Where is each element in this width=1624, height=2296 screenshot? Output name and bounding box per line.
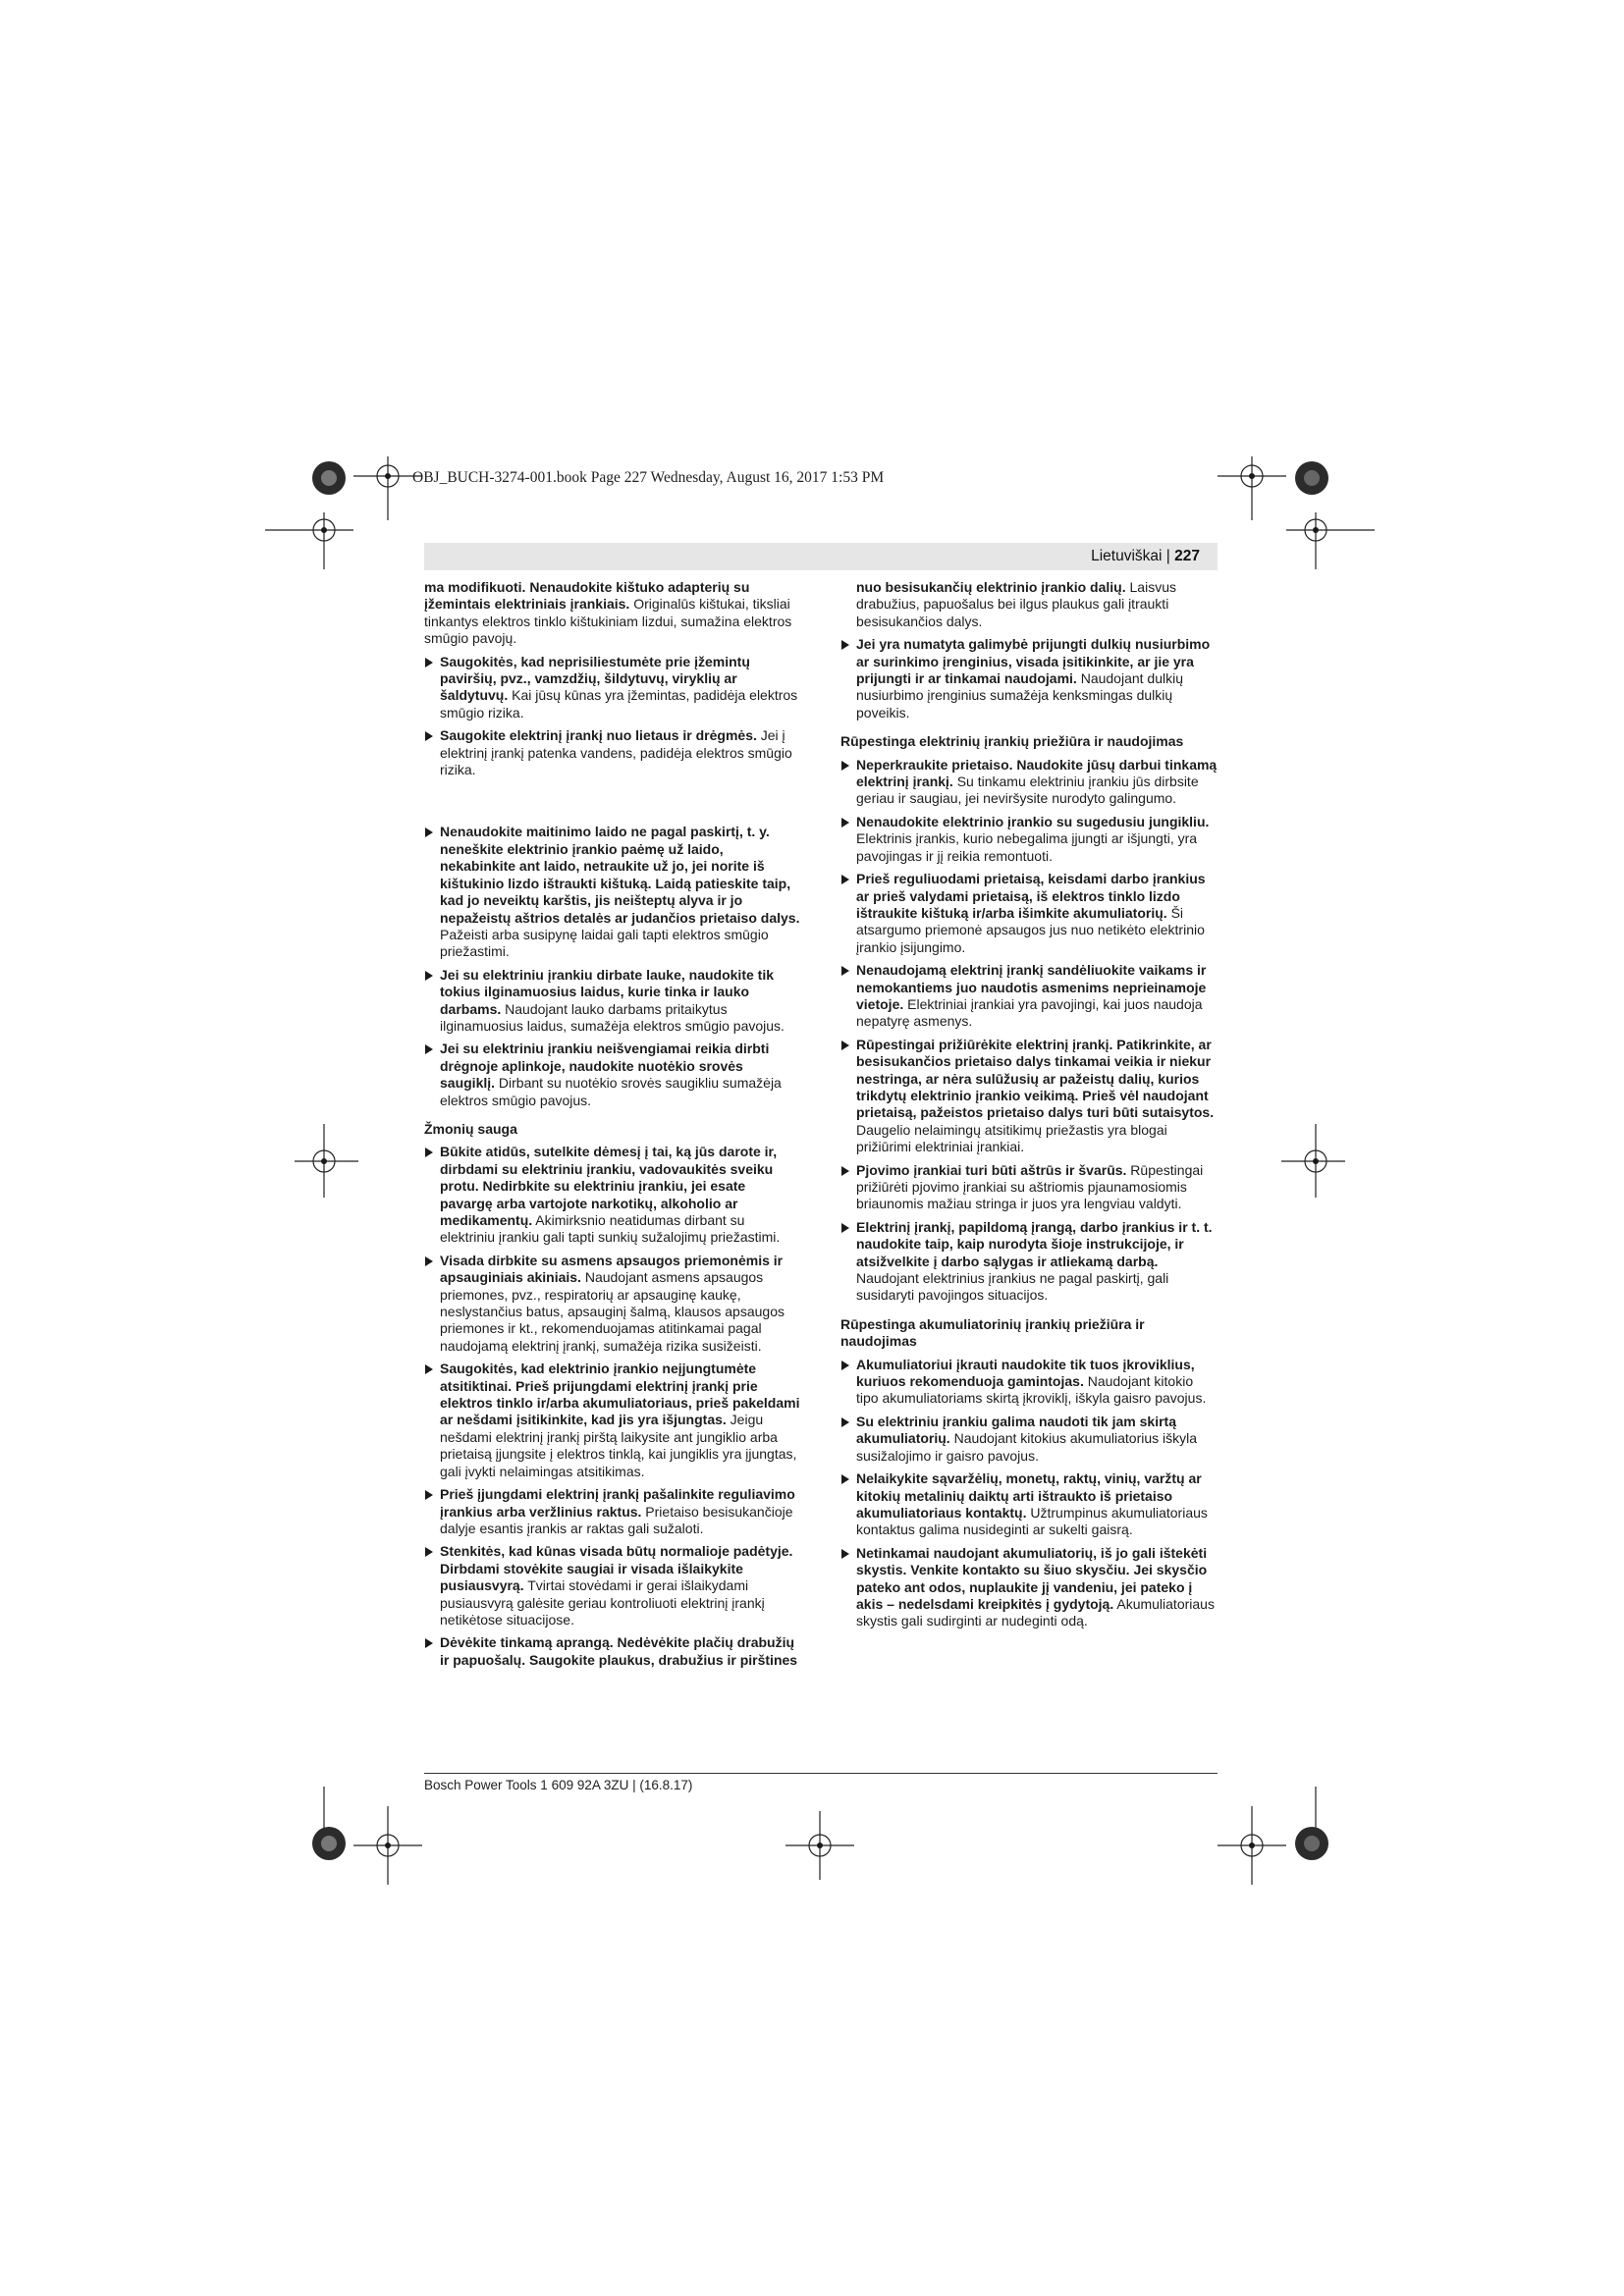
bullet-triangle-icon	[425, 731, 433, 741]
list-item: Prieš reguliuodami prietaisą, keisdami darbo įrankius ar prieš valydami prietaisą, iš elektros tinklo lizdo ištraukite kištuką ir/arba išimkite akumuliatorių. Ši atsargumo priemonė apsaugos jus nuo netikėto elektrinio įrankio įsijungimo.	[840, 871, 1218, 956]
bullet-triangle-icon	[841, 1223, 849, 1233]
bullet-triangle-icon	[425, 828, 433, 837]
bullet-triangle-icon	[841, 966, 849, 976]
bullet-triangle-icon	[425, 1364, 433, 1374]
bullet-triangle-icon	[841, 1474, 849, 1484]
list-item: Jei su elektriniu įrankiu dirbate lauke, naudokite tik tokius ilginamuosius laidus, kurie tinka ir lauko darbams. Naudojant lauko darbams pritaikytus ilginamuosius laidus, sumažėja elektros smūgio pavojus.	[424, 967, 801, 1036]
list-item: Visada dirbkite su asmens apsaugos priemonėmis ir apsauginiais akiniais. Naudojant asmens apsaugos priemones, pvz., respiratorių ar apsauginę kaukę, neslystančius batus, apsauginį šalmą, klausos apsaugos priemones ir kt., rekomenduojamas atitinkamai pagal naudojamą elektrinį įrankį, sumažėja rizika susižeisti.	[424, 1253, 801, 1355]
list-item: Su elektriniu įrankiu galima naudoti tik jam skirtą akumuliatorių. Naudojant kitokius akumuliatorius iškyla susižalojimo ir gaisro pavojus.	[840, 1414, 1218, 1465]
bullet-triangle-icon	[425, 1044, 433, 1054]
bullet-triangle-icon	[841, 761, 849, 771]
bullet-triangle-icon	[841, 875, 849, 884]
print-slug: OBJ_BUCH-3274-001.book Page 227 Wednesday, August 16, 2017 1:53 PM	[412, 469, 885, 486]
bullet-triangle-icon	[841, 1549, 849, 1559]
bullet-triangle-icon	[425, 658, 433, 667]
list-item: Elektrinį įrankį, papildomą įrangą, darbo įrankius ir t. t. naudokite taip, kaip nurodyta šioje instrukcijoje, ir atsižvelkite į darbo sąlygas ir atliekamą darbą. Naudojant elektrinius įrankius ne pagal paskirtį, gali susidaryti pavojingos situacijos.	[840, 1219, 1218, 1305]
list-item: Nenaudokite elektrinio įrankio su sugedusiu jungikliu. Elektrinis įrankis, kurio nebegalima įjungti ar išjungti, yra pavojingas ir jį reikia remontuoti.	[840, 814, 1218, 865]
bullet-triangle-icon	[841, 1361, 849, 1370]
header-separator: |	[1162, 548, 1175, 564]
continued-paragraph: nuo besisukančių elektrinio įrankio dalių. Laisvus drabužius, papuošalus bei ilgus plaukus gali įtraukti besisukančios dalys.	[856, 579, 1176, 629]
bullet-triangle-icon	[425, 1148, 433, 1157]
bullet-triangle-icon	[425, 1547, 433, 1557]
footer-rule	[424, 1773, 1218, 1774]
bullet-triangle-icon	[841, 818, 849, 828]
left-column	[424, 579, 801, 1669]
bullet-triangle-icon	[425, 1638, 433, 1648]
section-heading: Rūpestinga elektrinių įrankių priežiūra ir naudojimas	[840, 733, 1184, 750]
bullet-triangle-icon	[425, 1490, 433, 1500]
continued-paragraph: ma modifikuoti. Nenaudokite kištuko adapterių su įžemintais elektriniais įrankiais. Originalūs kištukai, tiksliai tinkantys elektros tinklo kištukiniam lizdui, sumažina elektros smūgio pavojų.	[424, 579, 792, 647]
right-column	[840, 579, 1218, 1630]
bullet-triangle-icon	[841, 1417, 849, 1427]
list-item: Saugokitės, kad neprisiliestumėte prie įžemintų paviršių, pvz., vamzdžių, šildytuvų, viryklių ar šaldytuvų. Kai jūsų kūnas yra įžemintas, padidėja elektros smūgio rizika.	[424, 654, 801, 722]
section-heading: Rūpestinga akumuliatorinių įrankių priežiūra ir naudojimas	[840, 1315, 1145, 1350]
list-item: Dėvėkite tinkamą aprangą. Nedėvėkite plačių drabužių ir papuošalų. Saugokite plaukus, drabužius ir pirštines	[424, 1634, 801, 1669]
list-item: Rūpestingai prižiūrėkite elektrinį įrankį. Patikrinkite, ar besisukančios prietaiso dalys tinkamai veikia ir niekur nestringa, ar nėra sulūžusių ar pažeistų dalių, kurios trikdytų elektrinio įrankio veikimą. Prieš vėl naudojant prietaisą, pažeistos prietaiso dalys turi būti sutaisytos. Daugelio nelaimingų atsitikimų priežastis yra blogai prižiūrimi elektriniai įrankiai.	[840, 1037, 1218, 1156]
list-item: Nenaudokite maitinimo laido ne pagal paskirtį, t. y. neneškite elektrinio įrankio paėmę už laido, nekabinkite ant laido, netraukite už jo, jei norite iš kištukinio lizdo ištraukti kištuką. Laidą patieskite taip, kad jo neveiktų karštis, jis neišteptų alyva ir jo nepažeistų aštrios detalės ar judančios prietaiso dalys. Pažeisti arba susipynę laidai gali tapti elektros smūgio priežastimi.	[424, 824, 801, 960]
bullet-triangle-icon	[425, 1256, 433, 1266]
list-item: Stenkitės, kad kūnas visada būtų normalioje padėtyje. Dirbdami stovėkite saugiai ir visada išlaikykite pusiausvyrą. Tvirtai stovėdami ir gerai išlaikydami pusiausvyrą galėsite geriau kontroliuoti elektrinį įrankį netikėtose situacijose.	[424, 1543, 801, 1629]
list-item: Saugokite elektrinį įrankį nuo lietaus ir drėgmės. Jei į elektrinį įrankį patenka vandens, padidėja elektros smūgio rizika.	[424, 727, 801, 778]
page-header	[424, 543, 1218, 570]
spacer	[424, 778, 801, 818]
list-item: Jei su elektriniu įrankiu neišvengiamai reikia dirbti drėgnoje aplinkoje, naudokite nuotėkio srovės saugiklį. Dirbant su nuotėkio srovės saugikliu sumažėja elektros smūgio pavojus.	[424, 1041, 801, 1109]
header-language: Lietuviškai	[1091, 548, 1163, 564]
list-item: Nenaudojamą elektrinį įrankį sandėliuokite vaikams ir nemokantiems juo naudotis asmenims neprieinamoje vietoje. Elektriniai įrankiai yra pavojingi, kai juos naudoja nepatyrę asmenys.	[840, 962, 1218, 1031]
bullet-triangle-icon	[841, 1166, 849, 1176]
list-item: Akumuliatoriui įkrauti naudokite tik tuos įkroviklius, kuriuos rekomenduoja gamintojas. Naudojant kitokio tipo akumuliatoriams skirtą įkroviklį, iškyla gaisro pavojus.	[840, 1357, 1218, 1408]
bullet-triangle-icon	[841, 640, 849, 650]
page-footer: Bosch Power Tools 1 609 92A 3ZU | (16.8.17)	[424, 1778, 693, 1792]
list-item: Būkite atidūs, sutelkite dėmesį į tai, ką jūs darote ir, dirbdami su elektriniu įrankiu, vadovaukitės sveiku protu. Nedirbkite su elektriniu įrankiu, jei esate pavargę arba vartojote narkotikų, alkoholio ar medikamentų. Akimirksnio neatidumas dirbant su elektriniu įrankiu gali tapti sunkių sužalojimų priežastimi.	[424, 1144, 801, 1246]
page-number: 227	[1174, 548, 1200, 564]
list-item: Netinkamai naudojant akumuliatorių, iš jo gali ištekėti skystis. Venkite kontakto su šiuo skysčiu. Jei skysčio pateko ant odos, nuplaukite jį vandeniu, jei pateko į akis – nedelsdami kreipkitės į gydytoją. Akumuliatoriaus skystis gali sudirginti ar nudeginti odą.	[840, 1545, 1218, 1630]
list-item: Saugokitės, kad elektrinio įrankio neįjungtumėte atsitiktinai. Prieš prijungdami elektrinį įrankį prie elektros tinklo ir/arba akumuliatoriaus, prieš pakeldami ar nešdami įsitikinkite, kad jis yra išjungtas. Jeigu nešdami elektrinį įrankį pirštą laikysite ant jungiklio arba prietaisą įjungsite į elektros tinklą, kai jungiklis yra įjungtas, gali įvykti nelaimingas atsitikimas.	[424, 1361, 801, 1480]
section-heading: Žmonių sauga	[424, 1120, 517, 1137]
list-item: Nelaikykite sąvaržėlių, monetų, raktų, vinių, varžtų ar kitokių metalinių daiktų arti ištraukto iš prietaiso akumuliatoriaus kontaktų. Užtrumpinus akumuliatoriaus kontaktus galima nusideginti ar sukelti gaisrą.	[840, 1470, 1218, 1539]
list-item: Pjovimo įrankiai turi būti aštrūs ir švarūs. Rūpestingai prižiūrėti pjovimo įrankiai su aštriomis pjaunamosiomis briaunomis mažiau stringa ir juos yra lengviau valdyti.	[840, 1162, 1218, 1213]
bullet-triangle-icon	[841, 1041, 849, 1050]
list-item: Neperkraukite prietaiso. Naudokite jūsų darbui tinkamą elektrinį įrankį. Su tinkamu elektriniu įrankiu jūs dirbsite geriau ir saugiau, jei neviršysite nurodyto galingumo.	[840, 757, 1218, 808]
list-item: Jei yra numatyta galimybė prijungti dulkių nusiurbimo ar surinkimo įrenginius, visada įsitikinkite, ar jie yra prijungti ir ar tinkamai naudojami. Naudojant dulkių nusiurbimo įrenginius sumažėja kenksmingas dulkių poveikis.	[840, 636, 1218, 721]
bullet-triangle-icon	[425, 971, 433, 981]
list-item: Prieš įjungdami elektrinį įrankį pašalinkite reguliavimo įrankius arba veržlinius raktus. Prietaiso besisukančioje dalyje esantis įrankis ar raktas gali sužaloti.	[424, 1486, 801, 1537]
